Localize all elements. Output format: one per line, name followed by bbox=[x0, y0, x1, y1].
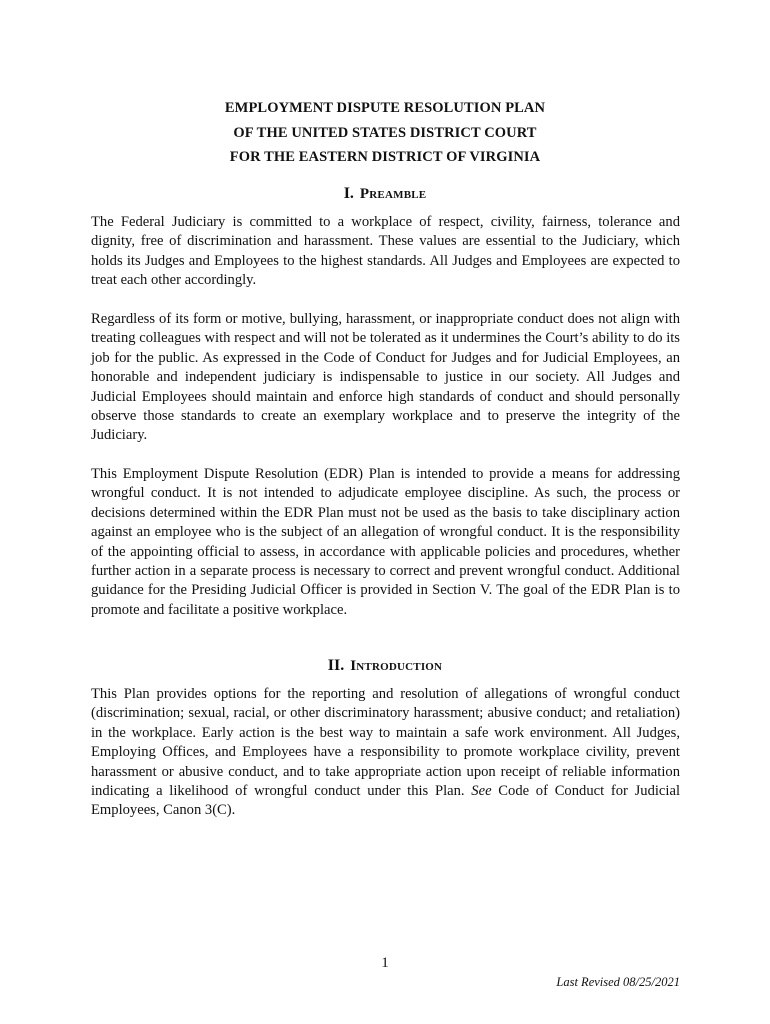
section-number: II. bbox=[327, 657, 345, 674]
page-number: 1 bbox=[381, 955, 389, 971]
section-title: Introduction bbox=[350, 658, 443, 674]
introduction-text: This Plan provides options for the reporting and resolution of allegations of wrongful conduct (discrimination; sexual, racial, or other discriminatory harassment; abusive conduct; and retaliation) in the workplace. Early action is the best way to maintain a safe work environment. All Judges, Employing Offices, and Employees have a responsibility to promote workplace civility, prevent harassment or abusive conduct, and to take appropriate action upon receipt of reliable information indicating a likelihood of wrongful conduct under this Plan. bbox=[91, 686, 680, 800]
last-revised-date: Last Revised 08/25/2021 bbox=[556, 975, 680, 989]
preamble-paragraph-2: Regardless of its form or motive, bullying, harassment, or inappropriate conduct does not align with treating colleagues with respect and will not be tolerated as it undermines the Court’s ability to do its job for the public. As expressed in the Code of Conduct for Judges and for Judicial Employees, an honorable and independent judiciary is indispensable to justice in our society. All Judges and Judicial Employees should maintain and enforce high standards of conduct and should personally observe those standards to create an exemplary workplace and to preserve the integrity of the Judiciary. bbox=[91, 311, 680, 444]
section-heading-preamble bbox=[0, 185, 770, 203]
section-number: I. bbox=[343, 185, 354, 202]
title-line-2: OF THE UNITED STATES DISTRICT COURT bbox=[233, 124, 537, 141]
document-title bbox=[0, 96, 770, 170]
introduction-paragraph-1 bbox=[91, 685, 680, 821]
title-line-1: EMPLOYMENT DISPUTE RESOLUTION PLAN bbox=[224, 100, 546, 116]
citation-text: Code of Conduct for Judicial Employees, Canon 3(C). bbox=[91, 783, 680, 819]
preamble-paragraph-3: This Employment Dispute Resolution (EDR) Plan is intended to provide a means for addressing wrongful conduct. It is not intended to adjudicate employee discipline. As such, the process or decisions determined within the EDR Plan must not be used as the basis to take disciplinary action against an employee who is the subject of an allegation of wrongful conduct. It is the responsibility of the appointing official to assess, in accordance with applicable policies and procedures, whether further action in a separate process is necessary to correct and prevent wrongful conduct. Additional guidance for the Presiding Judicial Officer is provided in Section V. The goal of the EDR Plan is to promote and facilitate a positive workplace. bbox=[91, 466, 680, 618]
citation-signal: See bbox=[471, 783, 492, 800]
section-title: Preamble bbox=[359, 186, 427, 202]
preamble-paragraph-1: The Federal Judiciary is committed to a workplace of respect, civility, fairness, tolerance and dignity, free of discrimination and harassment. These values are essential to the Judiciary, which holds its Judges and Employees to the highest standards. All Judges and Employees are expected to treat each other accordingly. bbox=[91, 214, 680, 289]
section-heading-introduction bbox=[0, 657, 770, 675]
title-line-3: FOR THE EASTERN DISTRICT OF VIRGINIA bbox=[229, 149, 541, 165]
